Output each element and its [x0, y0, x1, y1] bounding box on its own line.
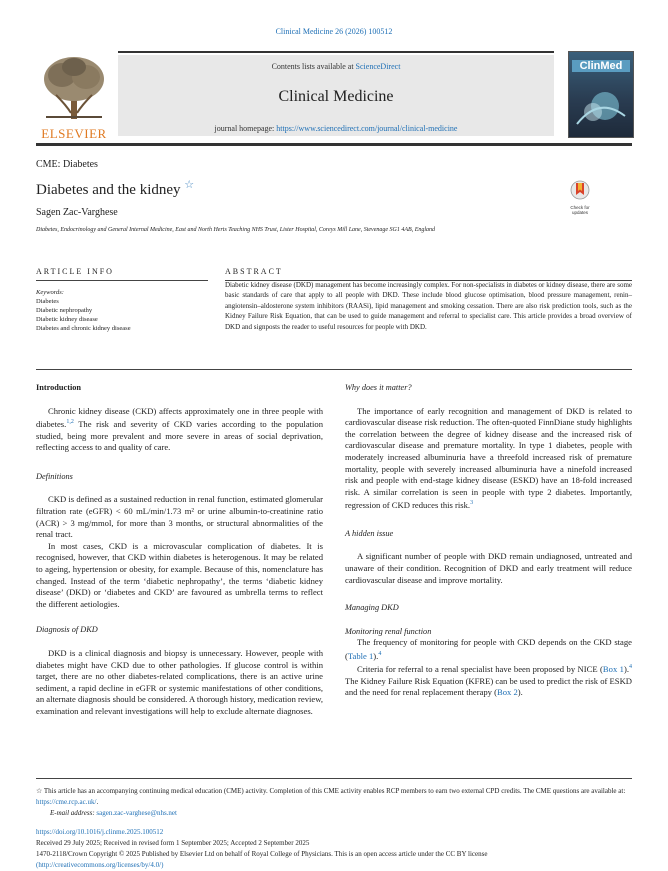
hidden-issue-paragraph: A significant number of people with DKD remain undiagnosed, untreated and unaware of their condition. Recognition of DKD and early treatment will reduce cardiovascular disease and improve mortality.: [345, 551, 632, 585]
monitoring-paragraph-2: Criteria for referral to a renal specialist have been proposed by NICE (Box 1).$^4$ The Kidney Failure Risk Equation (KFRE) can be used to predict the risk of ESKD and the need for renal replacement therapy (Box 2).: [345, 664, 632, 698]
box-2-link[interactable]: Box 2: [496, 687, 518, 698]
check-updates-icon: [570, 180, 590, 200]
definitions-paragraph-2: In most cases, CKD is a microvascular complication of diabetes. It is recognised, however, that CKD within diabetes is heterogenous. It may be related to ageing, hypertension or obesity, for example. Because of this, nomenclature has changed. Instead of the term ‘diabetic nephropathy’, the terms ‘diabetic kidney disease’ (DKD) or ‘diabetes and CKD’ are favoured as umbrella terms to reflect the different aetiologies.: [36, 540, 323, 609]
section-heading-why-it-matters: Why does it matter?: [345, 383, 412, 392]
cover-title: ClinMed: [572, 60, 630, 72]
citation-link[interactable]: 1,2: [66, 419, 74, 426]
keyword: Diabetes and chronic kidney disease: [36, 325, 131, 332]
cme-link[interactable]: https://cme.rcp.ac.uk/: [36, 797, 97, 806]
check-for-updates-badge[interactable]: Check for updates: [566, 180, 594, 212]
license-line: [36, 860, 632, 871]
contents-line: Contents lists available at ScienceDirect: [271, 62, 401, 71]
email-line: E-mail address: sagen.zac-varghese@nhs.net: [50, 809, 177, 817]
elsevier-logo: [36, 55, 112, 141]
cover-art-icon: [569, 76, 633, 136]
footnote: ☆ This article has an accompanying continuing medical education (CME) activity. Completion of this CME activity enables RCP members to earn two external CPD credits. The CME questions are available at: https://cme.rcp.ac.uk/.: [36, 787, 626, 806]
received-line: Received 29 July 2025; Received in revised form 1 September 2025; Accepted 2 September 2025: [36, 839, 310, 847]
why-paragraph: The importance of early recognition and management of DKD is related to cardiovascular disease risk reduction. The often-quoted FinnDiane study highlights the correlation between the degree of kidney disease and the increased risk of cardiovascular disease and premature mortality. In type 1 diabetes, people with moderately increased albuminuria have a threefold increased risk of premature mortality, people with severely increased albuminuria have a ninefold increased risk and people with end-stage kidney disease (ESKD) have an 18-fold increased risk. A similar correlation is seen in people with type 2 diabetes. Importantly, regression of CKD reduces this risk.$^3$: [345, 405, 632, 511]
intro-paragraph: Chronic kidney disease (CKD) affects approximately one in three people with diabetes.$^{1,2}$ The risk and severity of CKD varies according to the population studied, being more prevalent and more severe in areas of social deprivation, reflecting access to and quality of care.: [36, 405, 323, 453]
article-title: Diabetes and the kidney ☆: [36, 179, 195, 198]
homepage-line: journal homepage: https://www.sciencedirect.com/journal/clinical-medicine: [214, 124, 458, 133]
table-1-link[interactable]: Table 1: [347, 650, 374, 661]
section-heading-diagnosis: Diagnosis of DKD: [36, 625, 98, 635]
keyword: Diabetic nephropathy: [36, 307, 93, 314]
citation-link[interactable]: 3: [470, 500, 474, 507]
right-column: [345, 382, 632, 699]
journal-title: Clinical Medicine: [278, 88, 394, 105]
journal-reference[interactable]: Clinical Medicine 26 (2026) 100512: [275, 27, 393, 36]
subheading-monitoring: Monitoring renal function: [345, 626, 432, 636]
homepage-link[interactable]: https://www.sciencedirect.com/journal/clinical-medicine: [276, 124, 458, 133]
box-1-link[interactable]: Box 1: [602, 664, 624, 675]
license-link[interactable]: (http://creativecommons.org/licenses/by/4.0/): [36, 861, 164, 869]
article-info-heading: ARTICLE INFO: [36, 267, 114, 276]
keyword: Diabetic kidney disease: [36, 316, 98, 323]
doi-link[interactable]: https://doi.org/10.1016/j.clinme.2025.100512: [36, 828, 164, 836]
citation-link[interactable]: 4: [629, 664, 632, 671]
article-info-rule: [36, 280, 208, 281]
left-column: [36, 382, 323, 718]
header-top-rule: [118, 51, 554, 53]
doi-line: [36, 827, 632, 838]
elsevier-tree-icon: [36, 55, 112, 121]
section-heading-introduction: Introduction: [36, 383, 82, 392]
keywords-list: [36, 288, 206, 333]
sciencedirect-link[interactable]: ScienceDirect: [355, 62, 401, 71]
section-heading-definitions: Definitions: [36, 471, 73, 481]
section-heading-managing: Managing DKD: [345, 603, 399, 613]
author-name: Sagen Zac-Varghese: [36, 207, 118, 218]
header-bottom-rule: [36, 143, 632, 146]
email-link[interactable]: sagen.zac-varghese@nhs.net: [96, 809, 177, 817]
diagnosis-paragraph: DKD is a clinical diagnosis and biopsy is unnecessary. However, people with diabetes might have CKD due to other pathologies. If glucose control is within target, there are no other diabetes-related complications, there is an active urine sediment, a rapid decline in eGFR or systemic manifestations of other conditions, an alternate diagnosis should be considered. A thorough history, medication review, examination and relevant investigations will help to exclude alternate diagnoses.: [36, 647, 323, 716]
keywords-label: Keywords:: [36, 289, 64, 296]
journal-banner: [118, 55, 554, 136]
abstract-bottom-rule: [36, 369, 632, 370]
keyword: Diabetes: [36, 298, 59, 305]
journal-cover: [568, 51, 634, 138]
citation-link[interactable]: 4: [378, 650, 382, 657]
footnote-rule: [36, 778, 632, 779]
abstract-text: Diabetic kidney disease (DKD) management has become increasingly complex. For non-specialists in diabetes or kidney disease, there are some basic standards of care that apply to all people with DKD. These include blood glucose optimisation, blood pressure management, renin–angiotensin–aldosterone system inhibitors (RAASi), lipid management and smoking cessation. There are also risk prediction tools, such as the Kidney Failure Risk Equation, that can be used to guide management and referral to specialist care. This article provides a broad overview of DKD and signposts the reader to useful resources for people with DKD.: [225, 281, 632, 331]
section-heading-hidden-issue: A hidden issue: [345, 528, 394, 538]
monitoring-paragraph-1: The frequency of monitoring for people with CKD depends on the CKD stage (Table 1).$^4$: [345, 637, 632, 661]
definitions-paragraph-1: CKD is defined as a sustained reduction in renal function, estimated glomerular filtration rate (eGFR) < 60 mL/min/1.73 m² or urine albumin-to-creatinine ratio (ACR) > 3 mg/mmol, for more than 3 months, or structural abnormalities of the renal tract.: [36, 494, 323, 540]
footnote-star-icon: ☆: [36, 787, 43, 795]
abstract-heading: ABSTRACT: [225, 267, 283, 276]
affiliation: Diabetes, Endocrinology and General Internal Medicine, East and North Herts Teaching NHS Trust, Lister Hospital, Coreys Mill Lane, Stevenage SG1 4AB, England: [36, 227, 436, 233]
title-star-icon[interactable]: ☆: [184, 179, 195, 191]
publisher-wordmark: ELSEVIER: [41, 126, 107, 141]
section-tag: CME: Diabetes: [36, 159, 98, 170]
copyright-line: 1470-2118/Crown Copyright © 2025 Published by Elsevier Ltd on behalf of Royal College of Physicians. This is an open access article under the CC BY license: [36, 850, 488, 858]
